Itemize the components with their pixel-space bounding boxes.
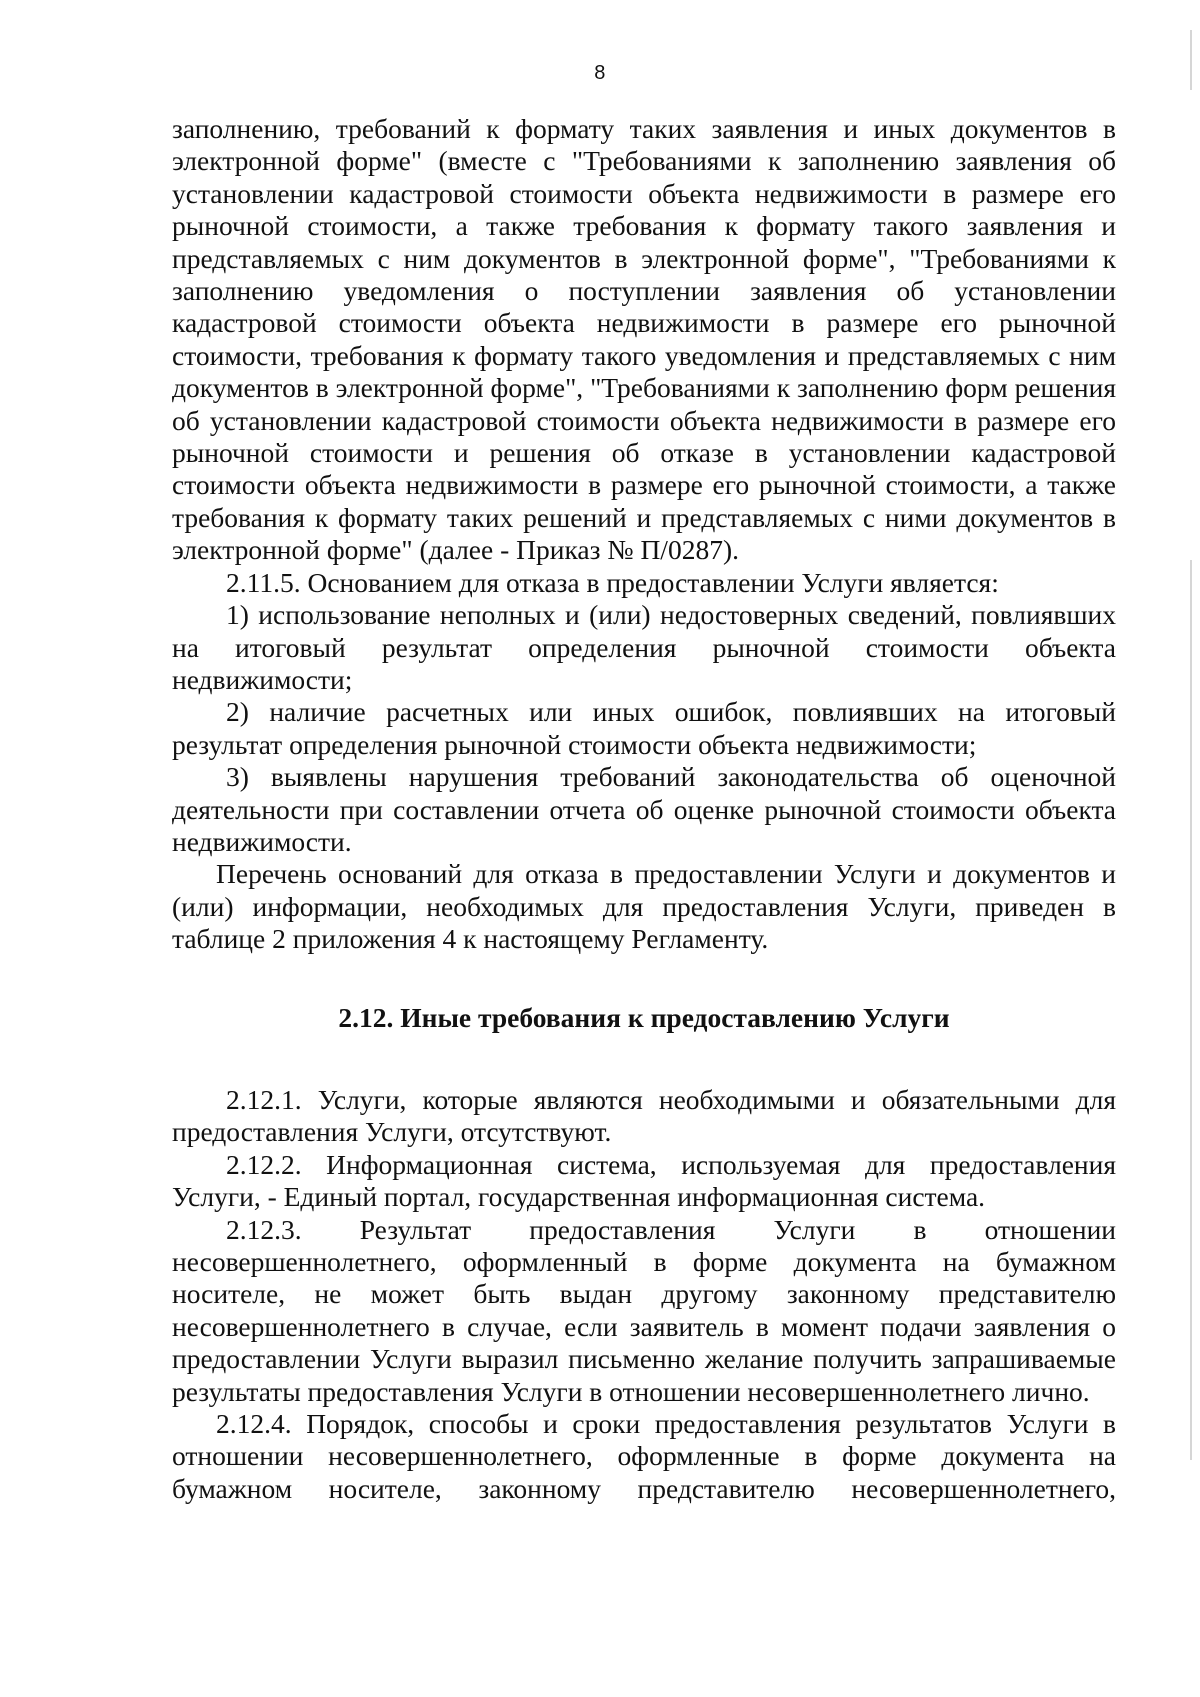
refusal-grounds-note: Перечень оснований для отказа в предоставлении Услуги и документов и (или) информации, необходимых для предоставления Услуги, приведен в таблице 2 приложения 4 к настоящему Регламенту. bbox=[172, 858, 1116, 955]
clause-2-12-3: 2.12.3. Результат предоставления Услуги в отношении несовершеннолетнего, оформленный в форме документа на бумажном носителе, не может быть выдан другому законному представителю несовершеннолетнего в случае, если заявитель в момент подачи заявления о предоставлении Услуги выразил письменно желание получить запрашиваемые результаты предоставления Услуги в отношении несовершеннолетнего лично. bbox=[172, 1213, 1116, 1407]
refusal-ground-2: 2) наличие расчетных или иных ошибок, повлиявших на итоговый результат определения рыночной стоимости объекта недвижимости; bbox=[172, 696, 1116, 760]
clause-2-11-5: 2.11.5. Основанием для отказа в предоставлении Услуги является: bbox=[226, 566, 999, 598]
clause-2-12-2: 2.12.2. Информационная система, используемая для предоставления Услуги, - Единый портал, государственная информационная система. bbox=[172, 1148, 1116, 1213]
scan-edge-mark bbox=[1190, 560, 1192, 1460]
page-number: 8 bbox=[594, 62, 606, 84]
section-heading-2-12: 2.12. Иные требования к предоставлению Услуги bbox=[338, 1001, 950, 1033]
refusal-ground-1: 1) использование неполных и (или) недостоверных сведений, повлиявших на итоговый результат определения рыночной стоимости объекта недвижимости; bbox=[172, 599, 1116, 695]
continuation-paragraph: заполнению, требований к формату таких заявления и иных документов в электронной форме" (вместе с "Требованиями к заполнению заявления об установлении кадастровой стоимости объекта недвижимости в размере его рыночной стоимости, а также требования к формату такого заявления и представляемых с ним документов в электронной форме", "Требованиями к заполнению уведомления о поступлении заявления об установлении кадастровой стоимости объекта недвижимости в размере его рыночной стоимости, требования к формату такого уведомления и представляемых с ним документов в электронной форме", "Требованиями к заполнению форм решения об установлении кадастровой стоимости объекта недвижимости в размере его рыночной стоимости и решения об отказе в установлении кадастровой стоимости объекта недвижимости в размере его рыночной стоимости, а также требования к формату таких решений и представляемых с ними документов в электронной форме" (далее - Приказ № П/0287). bbox=[172, 113, 1116, 566]
clause-2-12-4: 2.12.4. Порядок, способы и сроки предоставления результатов Услуги в отношении несовершеннолетнего, оформленные в форме документа на бумажном носителе, законному представителю несовершеннолетнего, bbox=[172, 1408, 1116, 1504]
clause-2-12-1: 2.12.1. Услуги, которые являются необходимыми и обязательными для предоставления Услуги, отсутствуют. bbox=[172, 1083, 1116, 1148]
document-body bbox=[172, 113, 1116, 1505]
refusal-ground-3: 3) выявлены нарушения требований законодательства об оценочной деятельности при составлении отчета об оценке рыночной стоимости объекта недвижимости. bbox=[172, 761, 1116, 857]
